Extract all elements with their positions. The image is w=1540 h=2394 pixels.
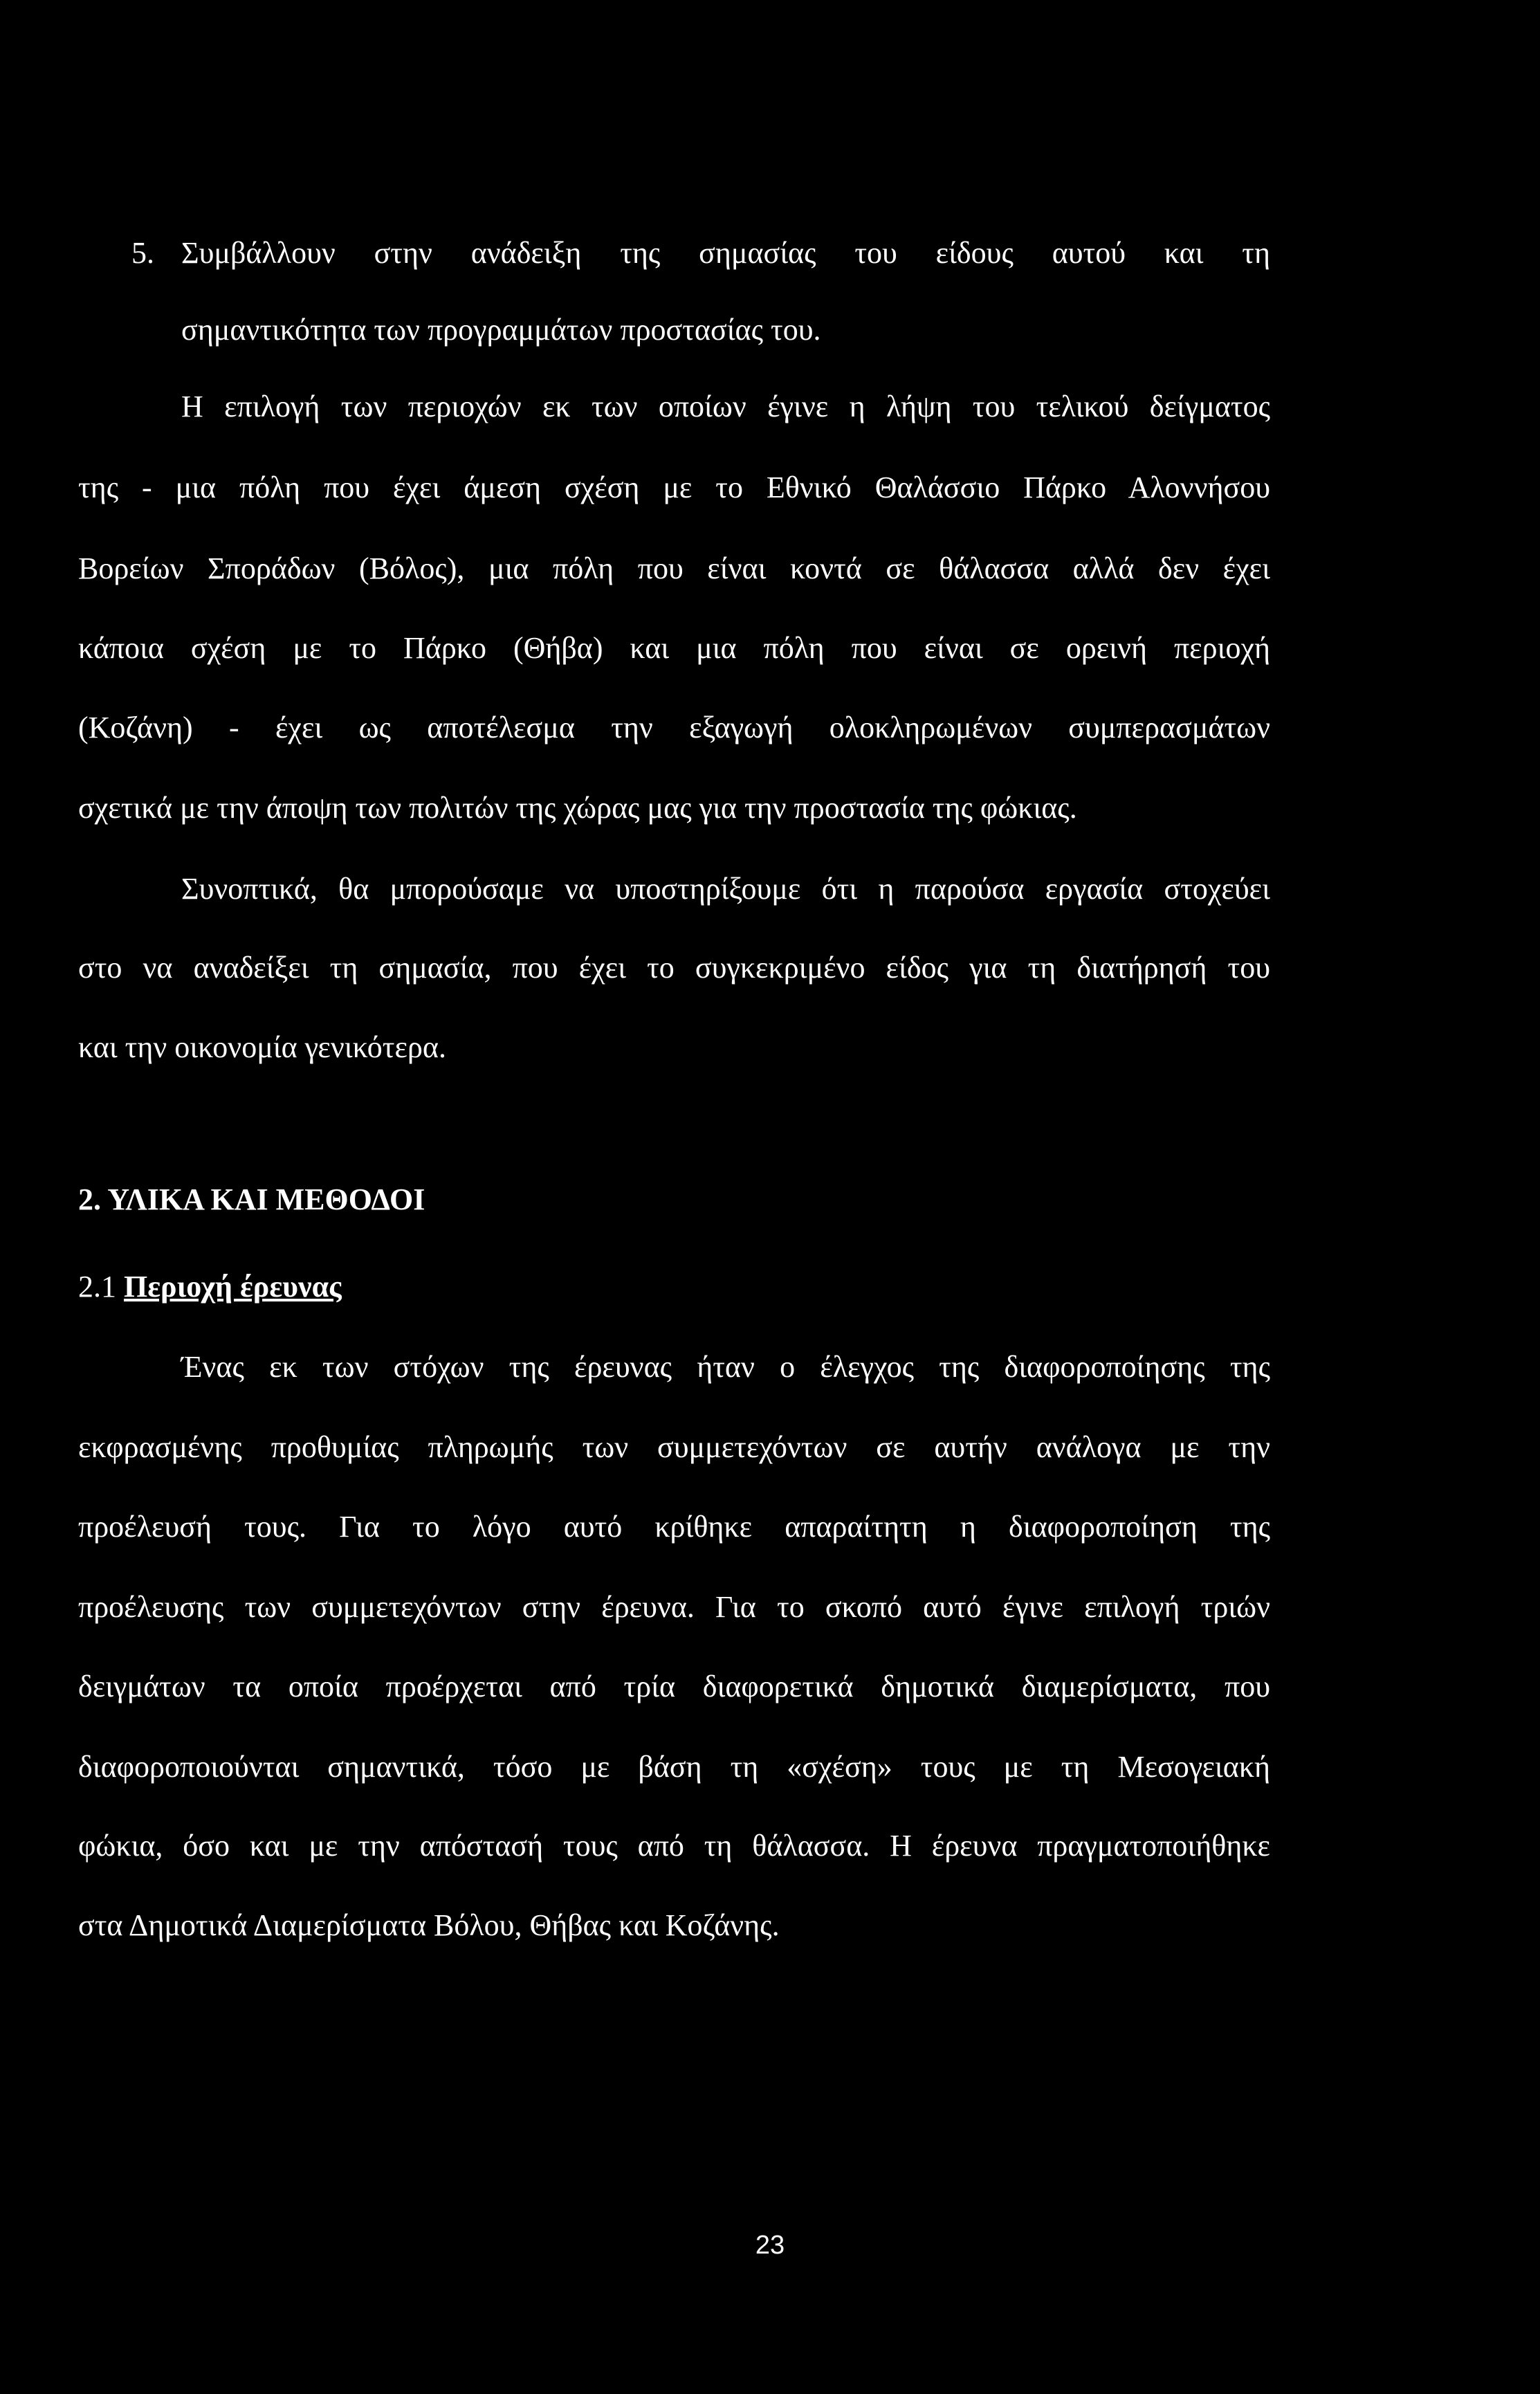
- paragraph-line: Βορείων Σποράδων (Βόλος), μια πόλη που είναι κοντά σε θάλασσα αλλά δεν έχει: [78, 551, 1270, 585]
- page-number: 23: [755, 2231, 785, 2260]
- paragraph-line: στο να αναδείξει τη σημασία, που έχει το συγκεκριμένο είδος για τη διατήρησή του: [78, 951, 1270, 985]
- paragraph-line: δειγμάτων τα οποία προέρχεται από τρία διαφορετικά δημοτικά διαμερίσματα, που: [78, 1670, 1270, 1703]
- paragraph-line: (Κοζάνη) - έχει ως αποτέλεσμα την εξαγωγή ολοκληρωμένων συμπερασμάτων: [78, 711, 1270, 744]
- paragraph-line: της - μια πόλη που έχει άμεση σχέση με το Εθνικό Θαλάσσιο Πάρκο Αλοννήσου: [78, 470, 1270, 504]
- paragraph-line: και την οικονομία γενικότερα.: [78, 1030, 446, 1064]
- paragraph-line: προέλευσης των συμμετεχόντων στην έρευνα. Για το σκοπό αυτό έγινε επιλογή τριών: [78, 1590, 1270, 1624]
- list-item-text-line: σημαντικότητα των προγραμμάτων προστασίας του.: [181, 313, 821, 347]
- paragraph-line: σχετικά με την άποψη των πολιτών της χώρας μας για την προστασία της φώκιας.: [78, 791, 1077, 825]
- paragraph-line: προέλευσή τους. Για το λόγο αυτό κρίθηκε απαραίτητη η διαφοροποίηση της: [78, 1510, 1270, 1544]
- subsection-number: 2.1: [78, 1270, 116, 1304]
- paragraph-line: κάποια σχέση με το Πάρκο (Θήβα) και μια πόλη που είναι σε ορεινή περιοχή: [78, 631, 1270, 665]
- paragraph-line: στα Δημοτικά Διαμερίσματα Βόλου, Θήβας και Κοζάνης.: [78, 1908, 780, 1942]
- paragraph-line: Ένας εκ των στόχων της έρευνας ήταν ο έλεγχος της διαφοροποίησης της: [181, 1350, 1270, 1384]
- paragraph-line: Η επιλογή των περιοχών εκ των οποίων έγινε η λήψη του τελικού δείγματος: [181, 390, 1270, 423]
- paragraph-line: Συνοπτικά, θα μπορούσαμε να υποστηρίξουμε ότι η παρούσα εργασία στοχεύει: [181, 872, 1270, 906]
- paragraph-line: διαφοροποιούνται σημαντικά, τόσο με βάση τη «σχέση» τους με τη Μεσογειακή: [78, 1750, 1270, 1784]
- paragraph-line: φώκια, όσο και με την απόστασή τους από τη θάλασσα. Η έρευνα πραγματοποιήθηκε: [78, 1829, 1270, 1863]
- subsection-heading: [78, 1266, 342, 1308]
- subsection-title: Περιοχή έρευνας: [124, 1270, 342, 1304]
- list-item-text-line: Συμβάλλουν στην ανάδειξη της σημασίας του είδους αυτού και τη: [181, 236, 1270, 270]
- list-item-number: 5.: [131, 236, 154, 270]
- paragraph-line: εκφρασμένης προθυμίας πληρωμής των συμμετεχόντων σε αυτήν ανάλογα με την: [78, 1430, 1270, 1464]
- section-heading: 2. ΥΛΙΚΑ ΚΑΙ ΜΕΘΟΔΟΙ: [78, 1182, 425, 1216]
